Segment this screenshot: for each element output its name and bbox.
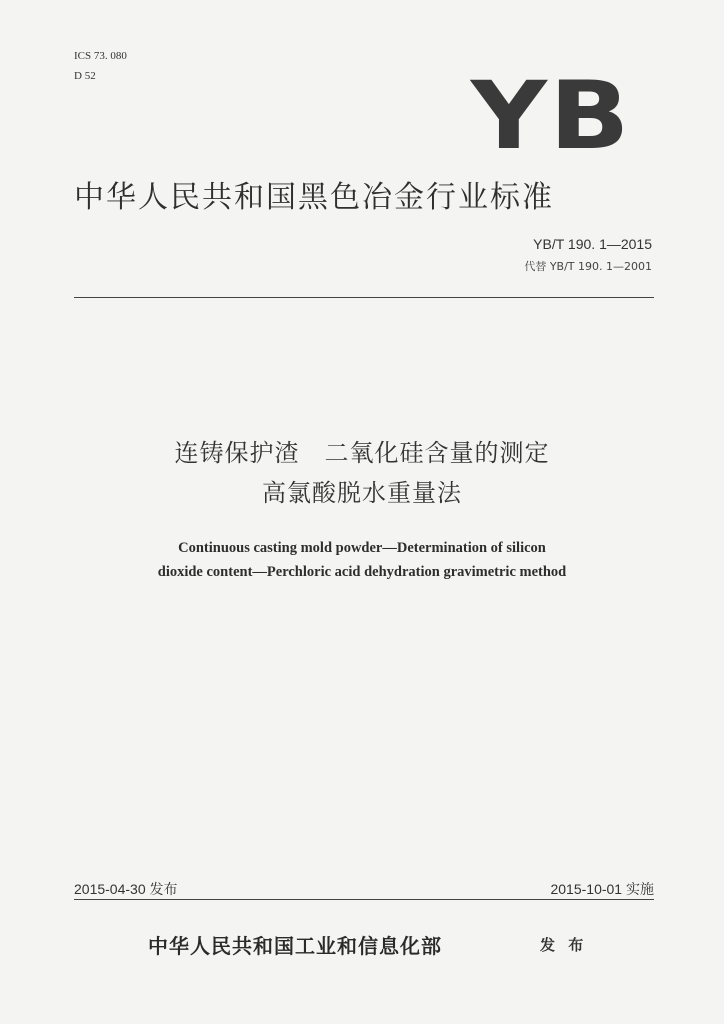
en-title-line-2: dioxide content—Perchloric acid dehydration gravimetric method <box>157 564 567 580</box>
issue-date: 2015-04-30 发布 <box>74 881 178 897</box>
issuer-suffix: 发 布 <box>540 936 588 954</box>
bottom-divider <box>74 899 654 900</box>
replaces-standard: 代替 YB/T 190. 1—2001 <box>524 260 652 273</box>
standard-number: YB/T 190. 1—2015 <box>533 236 652 252</box>
top-divider <box>74 297 654 298</box>
zh-title-line-1: 连铸保护渣 二氧化硅含量的测定 <box>174 439 550 467</box>
effective-date: 2015-10-01 实施 <box>550 881 654 897</box>
classification-codes <box>74 46 127 86</box>
issuing-authority: 中华人民共和国工业和信息化部 <box>148 934 442 958</box>
yb-logo: YB <box>471 62 632 171</box>
ics-code: ICS 73. 080 <box>74 50 127 62</box>
ccs-code: D 52 <box>74 70 96 82</box>
standard-category-title: 中华人民共和国黑色冶金行业标准 <box>74 180 554 215</box>
en-title-line-1: Continuous casting mold powder—Determination of silicon <box>178 540 546 556</box>
zh-title-line-2: 高氯酸脱水重量法 <box>262 479 462 507</box>
